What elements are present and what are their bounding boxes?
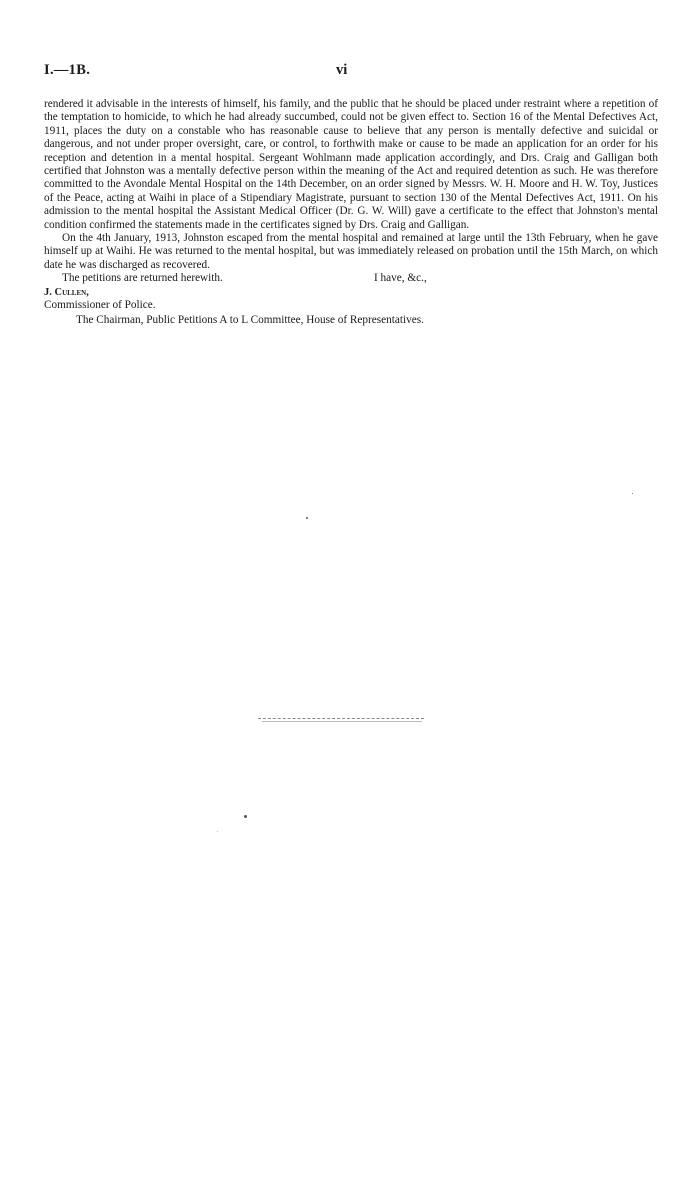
valediction: I have, &c., (374, 272, 427, 285)
page-number: vi (336, 62, 348, 78)
document-reference: I.—1B. (44, 62, 91, 78)
closing-row (44, 272, 658, 285)
scan-speck (244, 815, 247, 818)
section-divider-underline (262, 721, 422, 722)
paragraph-escape: On the 4th January, 1913, Johnston escaped from the mental hospital and remained at large until the 13th February, when he gave himself up at Waihi. He was returned to the mental hospital, but was immediately released on probation until the 15th March, on which date he was discharged as recovered. (44, 232, 658, 271)
scan-speck (217, 831, 218, 832)
signatory-name-text: J. Cullen, (44, 286, 89, 298)
addressee: The Chairman, Public Petitions A to L Committee, House of Representatives. (76, 314, 424, 327)
paragraph-continuation: rendered it advisable in the interests of himself, his family, and the public that he should be placed under restraint where a repetition of the temptation to homicide, to which he had already succumbed, could not be given effect to. Section 16 of the Mental Defectives Act, 1911, places the duty on a constable who has reasonable cause to believe that any person is mentally defective and suicidal or dangerous, and not under proper oversight, care, or control, to forthwith make or cause to be made an application for an order for his reception and detention in a mental hospital. Sergeant Wohlmann made application accordingly, and Drs. Craig and Galligan both certified that Johnston was a mentally defective person within the meaning of the Act and required detention as such. He was therefore committed to the Avondale Mental Hospital on the 14th December, on an order signed by Messrs. W. H. Moore and H. W. Toy, Justices of the Peace, acting at Waihi in place of a Stipendiary Magistrate, pursuant to section 130 of the Mental Defectives Act, 1911. On his admission to the mental hospital the Assistant Medical Officer (Dr. G. W. Will) gave a certificate to the effect that Johnston's mental condition confirmed the statements made in the certificates signed by Drs. Craig and Galligan. (44, 98, 658, 231)
letter-body (44, 98, 658, 328)
scan-speck (306, 517, 308, 519)
scan-speck (632, 493, 633, 494)
petitions-returned-text: The petitions are returned herewith. (62, 272, 223, 285)
signatory-title: Commissioner of Police. (44, 299, 156, 312)
signatory-name (44, 286, 658, 299)
section-divider (258, 718, 424, 719)
